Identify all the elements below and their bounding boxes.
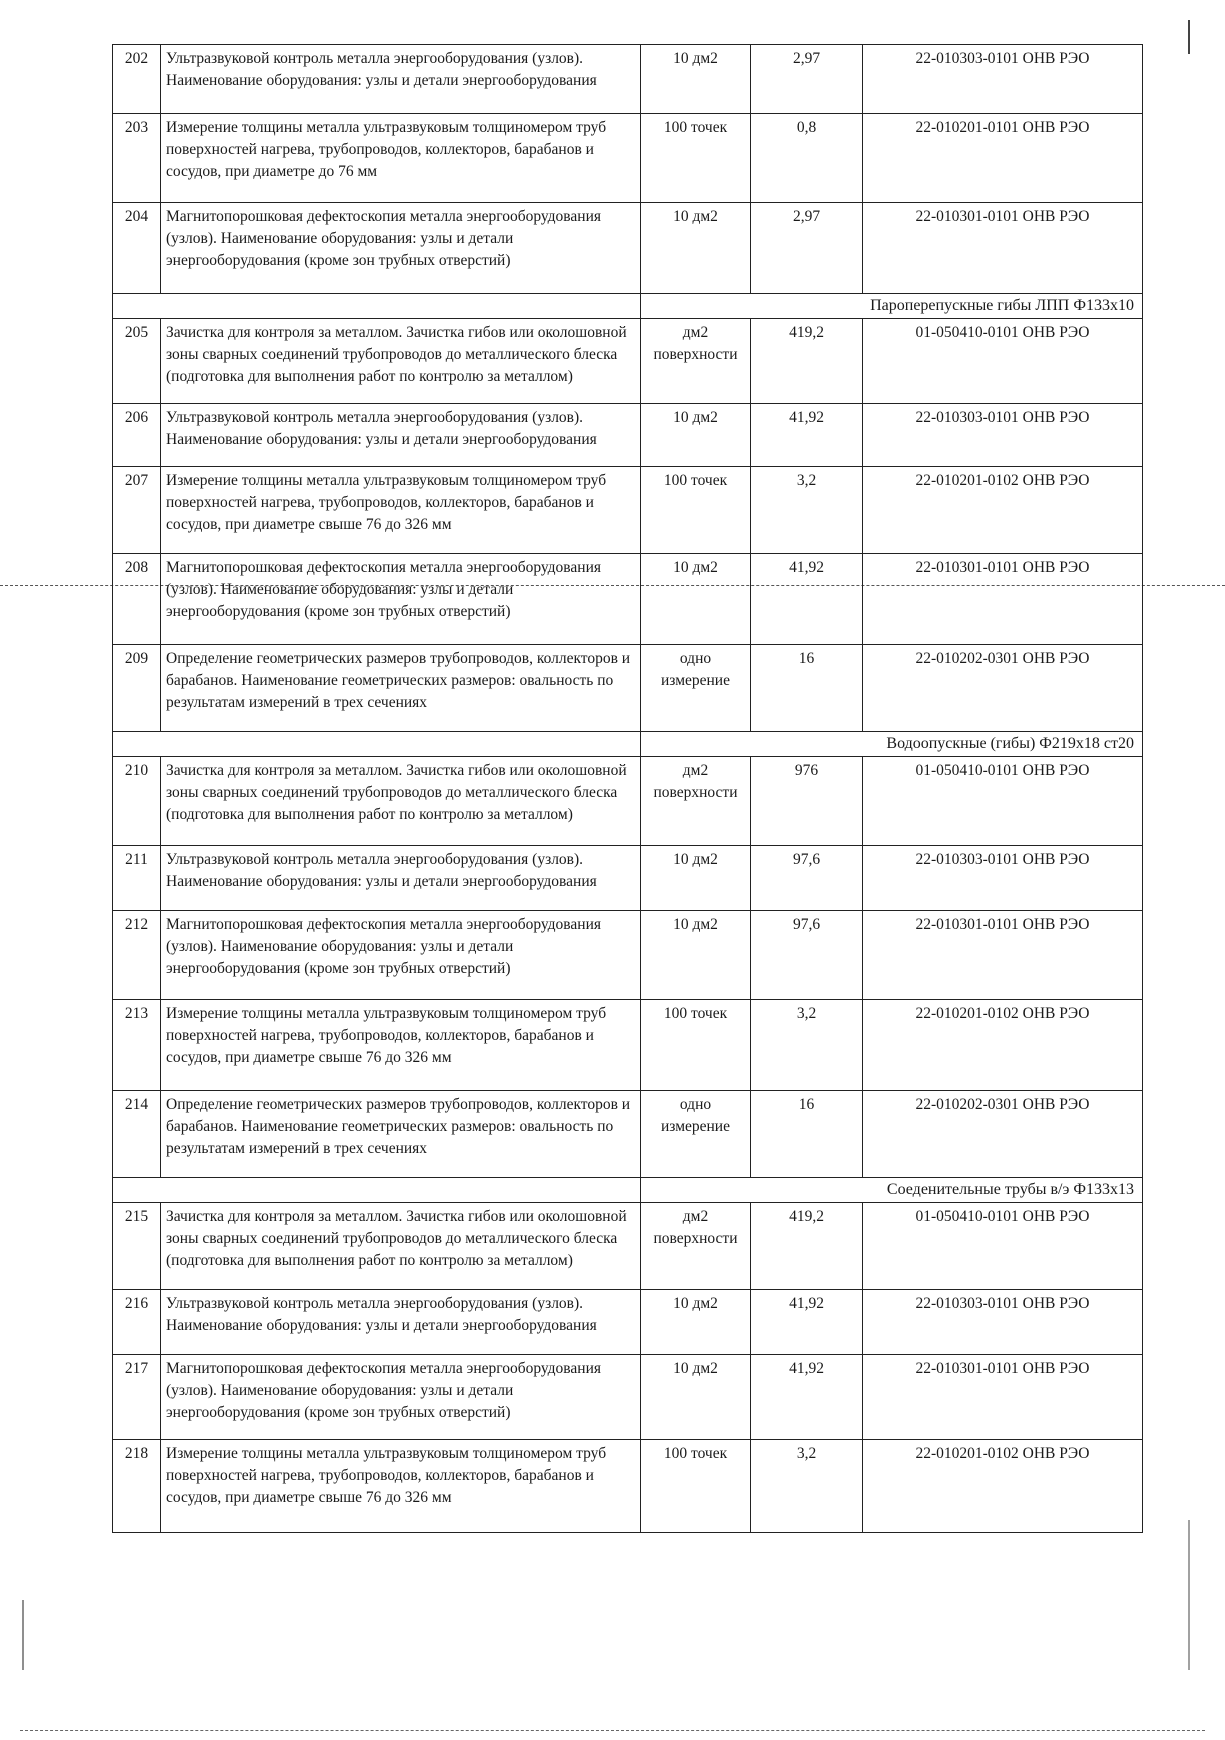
scan-margin-mark bbox=[1188, 1520, 1190, 1670]
work-description: Измерение толщины металла ультразвуковым толщиномером труб поверхностей нагрева, трубопроводов, коллекторов, барабанов и сосудов, при диаметре свыше 76 до 326 мм bbox=[161, 467, 641, 554]
norm-code: 22-010201-0102 ОНВ РЭО bbox=[863, 467, 1143, 554]
work-description: Зачистка для контроля за металлом. Зачистка гибов или околошовной зоны сварных соединений трубопроводов до металлического блеска (подготовка для выполнения работ по контролю за металлом) bbox=[161, 1203, 641, 1290]
unit-of-measure: 10 дм2 bbox=[641, 846, 751, 911]
quantity: 3,2 bbox=[751, 1440, 863, 1533]
unit-of-measure: 10 дм2 bbox=[641, 911, 751, 1000]
unit-of-measure: 100 точек bbox=[641, 467, 751, 554]
work-description: Определение геометрических размеров трубопроводов, коллекторов и барабанов. Наименование геометрических размеров: овальность по результатам измерений в трех сечениях bbox=[161, 645, 641, 732]
section-header-title: Водоопускные (гибы) Ф219х18 ст20 bbox=[641, 732, 1143, 757]
unit-of-measure: дм2 поверхности bbox=[641, 1203, 751, 1290]
unit-of-measure: 10 дм2 bbox=[641, 45, 751, 114]
table-row bbox=[113, 467, 1143, 554]
row-number: 202 bbox=[113, 45, 161, 114]
quantity: 41,92 bbox=[751, 1290, 863, 1355]
table-row bbox=[113, 319, 1143, 404]
table-row bbox=[113, 203, 1143, 294]
norm-code: 22-010301-0101 ОНВ РЭО bbox=[863, 203, 1143, 294]
quantity: 41,92 bbox=[751, 1355, 863, 1440]
table-row bbox=[113, 846, 1143, 911]
work-description: Измерение толщины металла ультразвуковым толщиномером труб поверхностей нагрева, трубопроводов, коллекторов, барабанов и сосудов, при диаметре свыше 76 до 326 мм bbox=[161, 1000, 641, 1091]
table-row bbox=[113, 114, 1143, 203]
table-row bbox=[113, 1203, 1143, 1290]
quantity: 97,6 bbox=[751, 846, 863, 911]
row-number: 211 bbox=[113, 846, 161, 911]
work-description: Измерение толщины металла ультразвуковым толщиномером труб поверхностей нагрева, трубопроводов, коллекторов, барабанов и сосудов, при диаметре до 76 мм bbox=[161, 114, 641, 203]
quantity: 16 bbox=[751, 645, 863, 732]
table-row bbox=[113, 757, 1143, 846]
section-header-blank bbox=[113, 294, 641, 319]
norm-code: 22-010303-0101 ОНВ РЭО bbox=[863, 1290, 1143, 1355]
row-number: 210 bbox=[113, 757, 161, 846]
section-header-row bbox=[113, 294, 1143, 319]
row-number: 214 bbox=[113, 1091, 161, 1178]
work-description: Зачистка для контроля за металлом. Зачистка гибов или околошовной зоны сварных соединений трубопроводов до металлического блеска (подготовка для выполнения работ по контролю за металлом) bbox=[161, 319, 641, 404]
work-description: Измерение толщины металла ультразвуковым толщиномером труб поверхностей нагрева, трубопроводов, коллекторов, барабанов и сосудов, при диаметре свыше 76 до 326 мм bbox=[161, 1440, 641, 1533]
row-number: 203 bbox=[113, 114, 161, 203]
norm-code: 22-010301-0101 ОНВ РЭО bbox=[863, 554, 1143, 645]
quantity: 419,2 bbox=[751, 319, 863, 404]
quantity: 41,92 bbox=[751, 554, 863, 645]
norm-code: 01-050410-0101 ОНВ РЭО bbox=[863, 1203, 1143, 1290]
table-row bbox=[113, 554, 1143, 645]
section-header-row bbox=[113, 732, 1143, 757]
unit-of-measure: 100 точек bbox=[641, 114, 751, 203]
work-description: Магнитопорошковая дефектоскопия металла энергооборудования (узлов). Наименование оборудования: узлы и детали энергооборудования (кроме зон трубных отверстий) bbox=[161, 203, 641, 294]
section-header-title: Пароперепускные гибы ЛПП Ф133х10 bbox=[641, 294, 1143, 319]
scan-margin-mark bbox=[1188, 20, 1190, 54]
row-number: 213 bbox=[113, 1000, 161, 1091]
section-header-blank bbox=[113, 1178, 641, 1203]
unit-of-measure: 10 дм2 bbox=[641, 1290, 751, 1355]
table-row bbox=[113, 911, 1143, 1000]
work-description: Ультразвуковой контроль металла энергооборудования (узлов). Наименование оборудования: узлы и детали энергооборудования bbox=[161, 846, 641, 911]
unit-of-measure: 10 дм2 bbox=[641, 554, 751, 645]
norm-code: 22-010301-0101 ОНВ РЭО bbox=[863, 911, 1143, 1000]
norm-code: 01-050410-0101 ОНВ РЭО bbox=[863, 757, 1143, 846]
unit-of-measure: 100 точек bbox=[641, 1000, 751, 1091]
work-description: Магнитопорошковая дефектоскопия металла энергооборудования (узлов). Наименование оборудования: узлы и детали энергооборудования (кроме зон трубных отверстий) bbox=[161, 554, 641, 645]
unit-of-measure: дм2 поверхности bbox=[641, 757, 751, 846]
unit-of-measure: 10 дм2 bbox=[641, 203, 751, 294]
row-number: 215 bbox=[113, 1203, 161, 1290]
quantity: 3,2 bbox=[751, 467, 863, 554]
norm-code: 22-010201-0101 ОНВ РЭО bbox=[863, 114, 1143, 203]
norm-code: 22-010301-0101 ОНВ РЭО bbox=[863, 1355, 1143, 1440]
row-number: 207 bbox=[113, 467, 161, 554]
quantity: 3,2 bbox=[751, 1000, 863, 1091]
quantity: 2,97 bbox=[751, 203, 863, 294]
works-table bbox=[112, 44, 1143, 1533]
row-number: 216 bbox=[113, 1290, 161, 1355]
scan-margin-mark bbox=[22, 1600, 24, 1670]
norm-code: 22-010202-0301 ОНВ РЭО bbox=[863, 1091, 1143, 1178]
norm-code: 22-010303-0101 ОНВ РЭО bbox=[863, 846, 1143, 911]
unit-of-measure: дм2 поверхности bbox=[641, 319, 751, 404]
quantity: 41,92 bbox=[751, 404, 863, 467]
quantity: 16 bbox=[751, 1091, 863, 1178]
work-description: Магнитопорошковая дефектоскопия металла энергооборудования (узлов). Наименование оборудования: узлы и детали энергооборудования (кроме зон трубных отверстий) bbox=[161, 1355, 641, 1440]
quantity: 419,2 bbox=[751, 1203, 863, 1290]
row-number: 204 bbox=[113, 203, 161, 294]
row-number: 208 bbox=[113, 554, 161, 645]
section-header-row bbox=[113, 1178, 1143, 1203]
unit-of-measure: 100 точек bbox=[641, 1440, 751, 1533]
work-description: Ультразвуковой контроль металла энергооборудования (узлов). Наименование оборудования: узлы и детали энергооборудования bbox=[161, 45, 641, 114]
row-number: 218 bbox=[113, 1440, 161, 1533]
norm-code: 22-010303-0101 ОНВ РЭО bbox=[863, 404, 1143, 467]
unit-of-measure: 10 дм2 bbox=[641, 404, 751, 467]
table-row bbox=[113, 645, 1143, 732]
table-row bbox=[113, 1091, 1143, 1178]
row-number: 206 bbox=[113, 404, 161, 467]
table-row bbox=[113, 1000, 1143, 1091]
quantity: 97,6 bbox=[751, 911, 863, 1000]
table-row bbox=[113, 404, 1143, 467]
norm-code: 01-050410-0101 ОНВ РЭО bbox=[863, 319, 1143, 404]
works-table-body bbox=[113, 45, 1143, 1533]
unit-of-measure: 10 дм2 bbox=[641, 1355, 751, 1440]
section-header-title: Соеденительные трубы в/э Ф133х13 bbox=[641, 1178, 1143, 1203]
work-description: Зачистка для контроля за металлом. Зачистка гибов или околошовной зоны сварных соединений трубопроводов до металлического блеска (подготовка для выполнения работ по контролю за металлом) bbox=[161, 757, 641, 846]
row-number: 217 bbox=[113, 1355, 161, 1440]
row-number: 209 bbox=[113, 645, 161, 732]
table-row bbox=[113, 45, 1143, 114]
norm-code: 22-010202-0301 ОНВ РЭО bbox=[863, 645, 1143, 732]
table-row bbox=[113, 1355, 1143, 1440]
quantity: 2,97 bbox=[751, 45, 863, 114]
unit-of-measure: одно измерение bbox=[641, 1091, 751, 1178]
norm-code: 22-010201-0102 ОНВ РЭО bbox=[863, 1000, 1143, 1091]
work-description: Ультразвуковой контроль металла энергооборудования (узлов). Наименование оборудования: узлы и детали энергооборудования bbox=[161, 404, 641, 467]
work-description: Ультразвуковой контроль металла энергооборудования (узлов). Наименование оборудования: узлы и детали энергооборудования bbox=[161, 1290, 641, 1355]
norm-code: 22-010303-0101 ОНВ РЭО bbox=[863, 45, 1143, 114]
quantity: 0,8 bbox=[751, 114, 863, 203]
unit-of-measure: одно измерение bbox=[641, 645, 751, 732]
row-number: 212 bbox=[113, 911, 161, 1000]
row-number: 205 bbox=[113, 319, 161, 404]
work-description: Магнитопорошковая дефектоскопия металла энергооборудования (узлов). Наименование оборудования: узлы и детали энергооборудования (кроме зон трубных отверстий) bbox=[161, 911, 641, 1000]
table-row bbox=[113, 1290, 1143, 1355]
work-description: Определение геометрических размеров трубопроводов, коллекторов и барабанов. Наименование геометрических размеров: овальность по результатам измерений в трех сечениях bbox=[161, 1091, 641, 1178]
norm-code: 22-010201-0102 ОНВ РЭО bbox=[863, 1440, 1143, 1533]
quantity: 976 bbox=[751, 757, 863, 846]
scan-bottom-edge bbox=[20, 1730, 1205, 1731]
table-row bbox=[113, 1440, 1143, 1533]
section-header-blank bbox=[113, 732, 641, 757]
